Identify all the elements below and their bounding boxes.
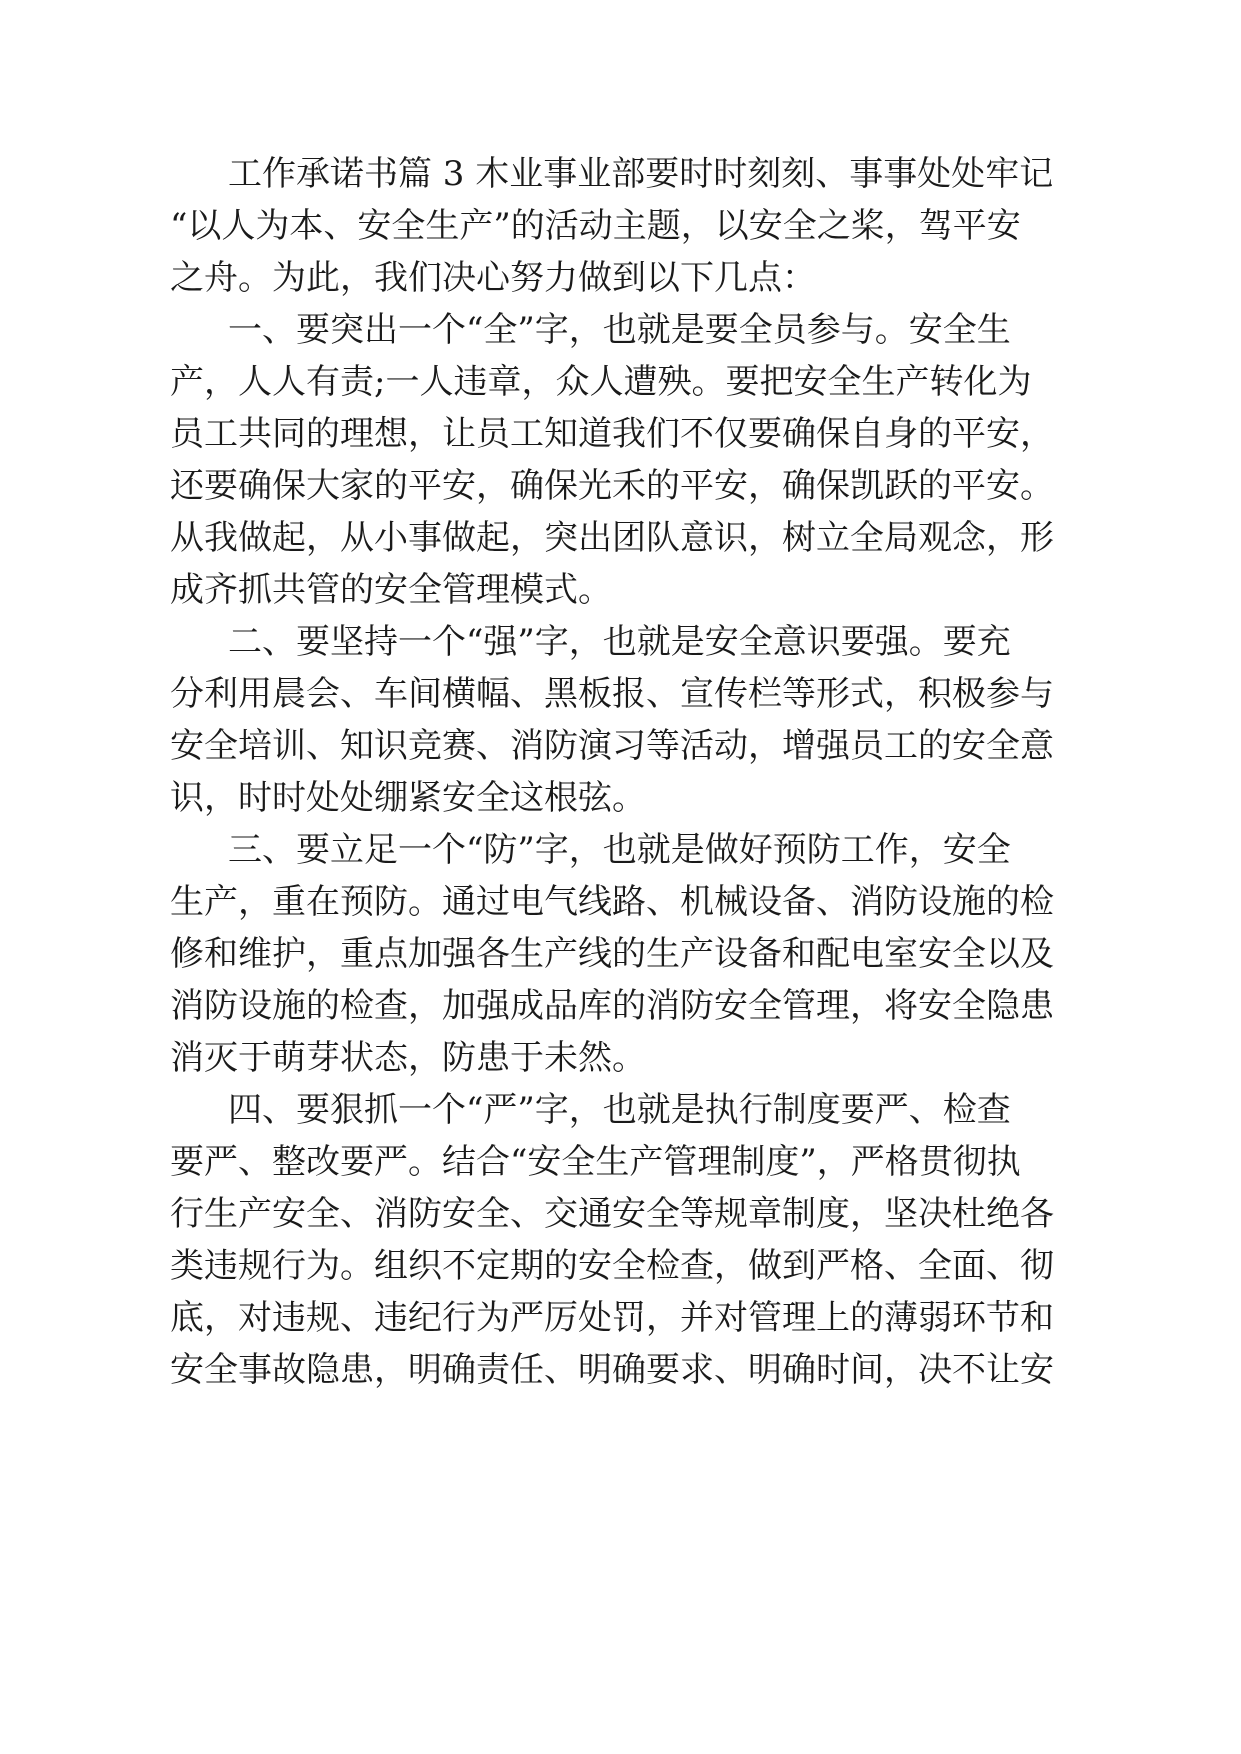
text-line: 员工共同的理想，让员工知道我们不仅要确保自身的平安， (170, 414, 1054, 454)
text-line: 行生产安全、消防安全、交通安全等规章制度，坚决杜绝各 (170, 1194, 1054, 1234)
text-line: 还要确保大家的平安，确保光禾的平安，确保凯跃的平安。 (170, 466, 1054, 506)
text-line: 要严、整改要严。结合“安全生产管理制度”，严格贯彻执 (170, 1142, 1021, 1182)
text-line: 修和维护，重点加强各生产线的生产设备和配电室安全以及 (170, 934, 1054, 974)
text-line: 一、要突出一个“全”字，也就是要全员参与。安全生 (228, 310, 1011, 350)
text-line: 安全培训、知识竞赛、消防演习等活动，增强员工的安全意 (170, 726, 1054, 766)
text-line: 工作承诺书篇 3 木业事业部要时时刻刻、事事处处牢记 (228, 154, 1054, 194)
text-line: 生产，重在预防。通过电气线路、机械设备、消防设施的检 (170, 882, 1054, 922)
text-line: 之舟。为此，我们决心努力做到以下几点： (170, 258, 816, 298)
text-line: 二、要坚持一个“强”字，也就是安全意识要强。要充 (228, 622, 1011, 662)
text-line: 安全事故隐患，明确责任、明确要求、明确时间，决不让安 (170, 1350, 1054, 1390)
text-line: 消防设施的检查，加强成品库的消防安全管理，将安全隐患 (170, 986, 1054, 1026)
text-line: 四、要狠抓一个“严”字，也就是执行制度要严、检查 (228, 1090, 1011, 1130)
text-line: 消灭于萌芽状态，防患于未然。 (170, 1038, 646, 1078)
text-line: “以人为本、安全生产”的活动主题，以安全之桨，驾平安 (170, 206, 1021, 246)
text-line: 分利用晨会、车间横幅、黑板报、宣传栏等形式，积极参与 (170, 674, 1054, 714)
text-line: 三、要立足一个“防”字，也就是做好预防工作，安全 (228, 830, 1011, 870)
text-line: 成齐抓共管的安全管理模式。 (170, 570, 612, 610)
text-line: 底，对违规、违纪行为严厉处罚，并对管理上的薄弱环节和 (170, 1298, 1054, 1338)
text-line: 产，人人有责;一人违章，众人遭殃。要把安全生产转化为 (170, 362, 1032, 402)
text-line: 从我做起，从小事做起，突出团队意识，树立全局观念，形 (170, 518, 1054, 558)
text-line: 类违规行为。组织不定期的安全检查，做到严格、全面、彻 (170, 1246, 1054, 1286)
text-line: 识，时时处处绷紧安全这根弦。 (170, 778, 646, 818)
